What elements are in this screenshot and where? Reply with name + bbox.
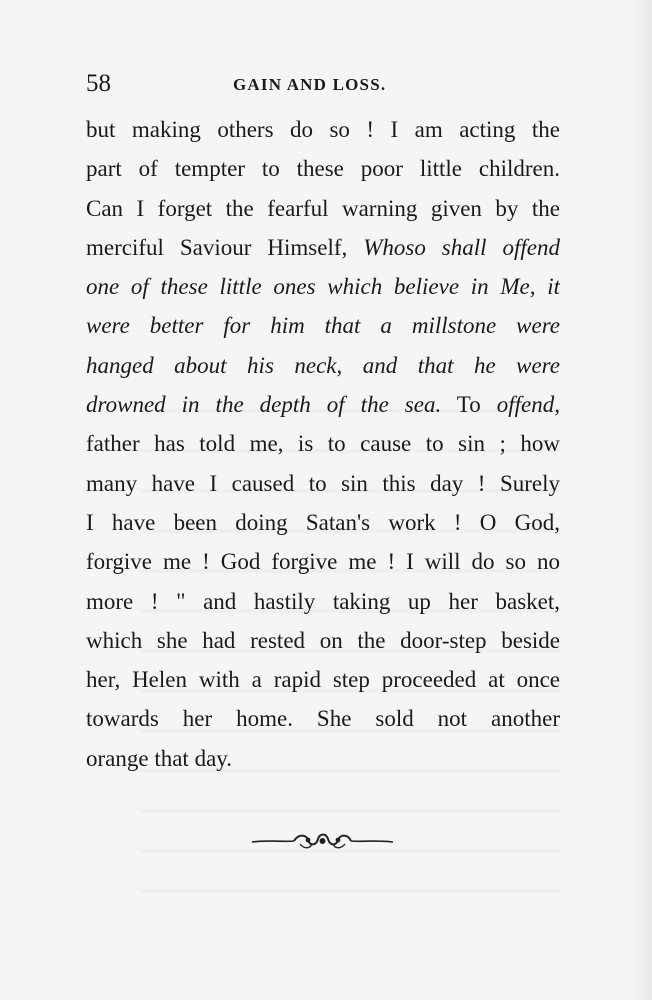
text-segment: but making others do so ! I am acting the [86,117,560,142]
text-line [86,424,560,463]
italic-text-segment: hanged about his neck, and that he were [86,352,560,378]
text-line [86,149,560,188]
text-line [86,346,560,385]
italic-text-segment: Whoso shall offend [363,234,560,260]
text-segment: towards her home. She sold not another [86,706,560,732]
italic-text-segment: one of these little ones which believe in Me, it [86,274,560,300]
text-line [86,699,560,738]
text-segment: I have been doing Satan's work ! O God, [86,509,560,535]
text-line [86,621,560,660]
text-segment: her, Helen with a rapid step proceeded at once [86,667,560,693]
text-line [86,660,560,699]
text-line [86,503,560,542]
text-segment: father has told me, is to cause to sin ; how [86,431,560,457]
text-line [86,739,560,778]
text-line [86,228,560,267]
text-line [86,189,560,228]
italic-text-segment: offend, [496,392,560,418]
text-line [86,110,560,149]
text-line [86,542,560,581]
text-segment: which she had rested on the door-step beside [86,627,560,653]
ornament-divider-icon [250,830,395,852]
running-title: GAIN AND LOSS. [233,75,387,94]
text-segment: part of tempter to these poor little children. [86,156,560,182]
page-number: 58 [86,70,111,97]
text-line [86,464,560,503]
body-text [86,110,560,778]
text-line [86,582,560,621]
italic-text-segment: drowned in the depth of the sea. [86,392,442,418]
text-segment: orange that day. [86,745,233,771]
running-head [86,70,560,104]
text-line [86,306,560,345]
text-segment: many have I caused to sin this day ! Surely [86,470,560,496]
text-segment: To [441,392,497,418]
text-segment: Can I forget the fearful warning given by the [86,195,560,221]
text-segment: forgive me ! God forgive me ! I will do so no [86,549,560,575]
text-line [86,385,560,424]
text-segment: merciful Saviour Himself, [86,234,364,260]
italic-text-segment: were better for him that a millstone were [86,313,560,339]
text-segment: more ! " and hastily taking up her basket, [86,588,560,614]
text-line [86,267,560,306]
